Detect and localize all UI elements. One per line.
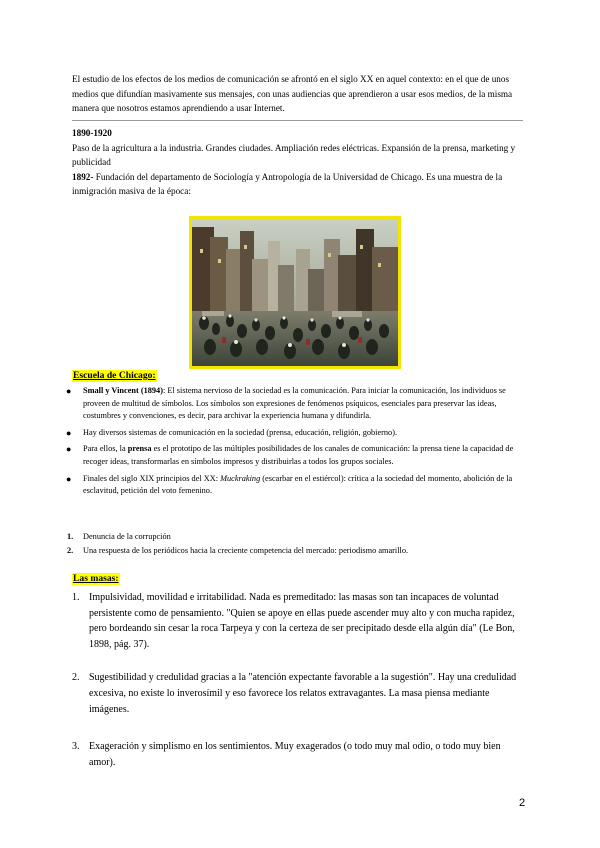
list-item	[72, 590, 527, 652]
year-1892: 1892-	[72, 171, 94, 182]
list-item	[72, 739, 527, 770]
bullet-text: Hay diversos sistemas de comunicación en la sociedad (prensa, educación, religión, gobierno).	[83, 427, 398, 437]
list-item	[67, 544, 527, 557]
masas-numbered-list	[72, 590, 527, 770]
item-text: Denuncia de la corrupción	[83, 532, 171, 541]
chicago-bullet-list	[66, 385, 527, 502]
list-item	[66, 427, 527, 440]
bullet-icon: ●	[66, 473, 72, 484]
bullet-pre: Finales del siglo XIX principios del XX:	[83, 473, 221, 483]
item-number: 2.	[72, 672, 80, 684]
list-item	[67, 530, 527, 543]
year-1892-line	[72, 170, 527, 199]
list-item	[66, 385, 527, 423]
city-street-painting	[189, 216, 401, 369]
bullet-pre: Para ellos, la	[83, 444, 128, 454]
period-text: Paso de la agricultura a la industria. Grandes ciudades. Ampliación redes eléctricas. Expansión de la prensa, marketing y publicidad	[72, 142, 516, 167]
chicago-section-title: Escuela de Chicago:	[73, 370, 156, 381]
bullet-icon: ●	[66, 427, 72, 438]
bullet-lead: Small y Vincent (1894)	[83, 386, 163, 395]
item-number: 2.	[67, 546, 74, 555]
item-number: 3.	[72, 741, 80, 753]
bullet-text: : El sistema nervioso de la sociedad es la comunicación. Para iniciar la comunicación, los individuos se proveen de multitud de símbolos. Los símbolos son expresiones de fenómenos psíquicos, esenciales para preservar las ideas, costumbres y convenciones, es decir, para archivar la experiencia humana y difundirla.	[83, 386, 506, 421]
chicago-numbered-list	[67, 530, 527, 558]
list-item	[72, 670, 527, 717]
intro-paragraph: El estudio de los efectos de los medios de comunicación se afrontó en el siglo XX en aquel contexto: en el que de unos medios que difundían masivamente sus mensajes, con unas audiencias que aprendieron a usar esos medios, de la misma manera que nosotros estamos aprendiendo a usar Internet.	[72, 74, 513, 113]
horizontal-rule	[72, 120, 523, 121]
timeline-block	[72, 126, 527, 199]
item-text: Sugestibilidad y credulidad gracias a la "atención expectante favorable a la sugestión". Hay una credulidad excesiva, no existe lo inverosímil y eso favorece los relatos extravagantes. La masa piensa mediante imágenes.	[89, 672, 517, 715]
bullet-text: es el prototipo de las múltiples posibilidades de los canales de comunicación: la prensa tiene la capacidad de recoger ideas, transformarlas en símbolos impresos y distribuirlas a todos los grupos sociales.	[83, 444, 514, 466]
bullet-icon: ●	[66, 386, 72, 396]
list-item	[66, 473, 527, 498]
item-number: 1.	[72, 592, 80, 603]
item-text: Impulsividad, movilidad e irritabilidad. Nada es premeditado: las masas son tan incapaces de voluntad persistente como de pensamiento. "Quien se apoye en ellas puede ascender muy alto y con mucha rapidez, pero bordeando sin cesar la roca Tarpeya y con la certeza de ser precipitado desde ella algún día" (Le Bon, 1898, pág. 37).	[89, 592, 515, 650]
item-text: Exageración y simplismo en los sentimientos. Muy exagerados (o todo muy mal odio, o todo muy bien amor).	[89, 741, 501, 768]
item-text: Una respuesta de los periódicos hacia la creciente competencia del mercado: periodismo amarillo.	[83, 546, 409, 555]
bullet-lead: prensa	[127, 444, 152, 454]
bullet-italic: Muckraking	[220, 473, 261, 483]
bullet-text: (escarbar en el estiércol): crítica a la sociedad del momento, abolición de la esclavitud, petición del voto femenino.	[83, 473, 513, 496]
page-number: 2	[519, 797, 526, 809]
year-1892-text: Fundación del departamento de Sociología y Antropología de la Universidad de Chicago. Es una muestra de la inmigración masiva de la época:	[72, 171, 503, 196]
item-number: 1.	[67, 532, 74, 541]
masas-section-title: Las masas:	[73, 573, 119, 584]
period-title: 1890-1920	[72, 128, 112, 138]
painting-image	[192, 219, 398, 366]
bullet-icon: ●	[66, 444, 72, 455]
list-item	[66, 443, 527, 468]
